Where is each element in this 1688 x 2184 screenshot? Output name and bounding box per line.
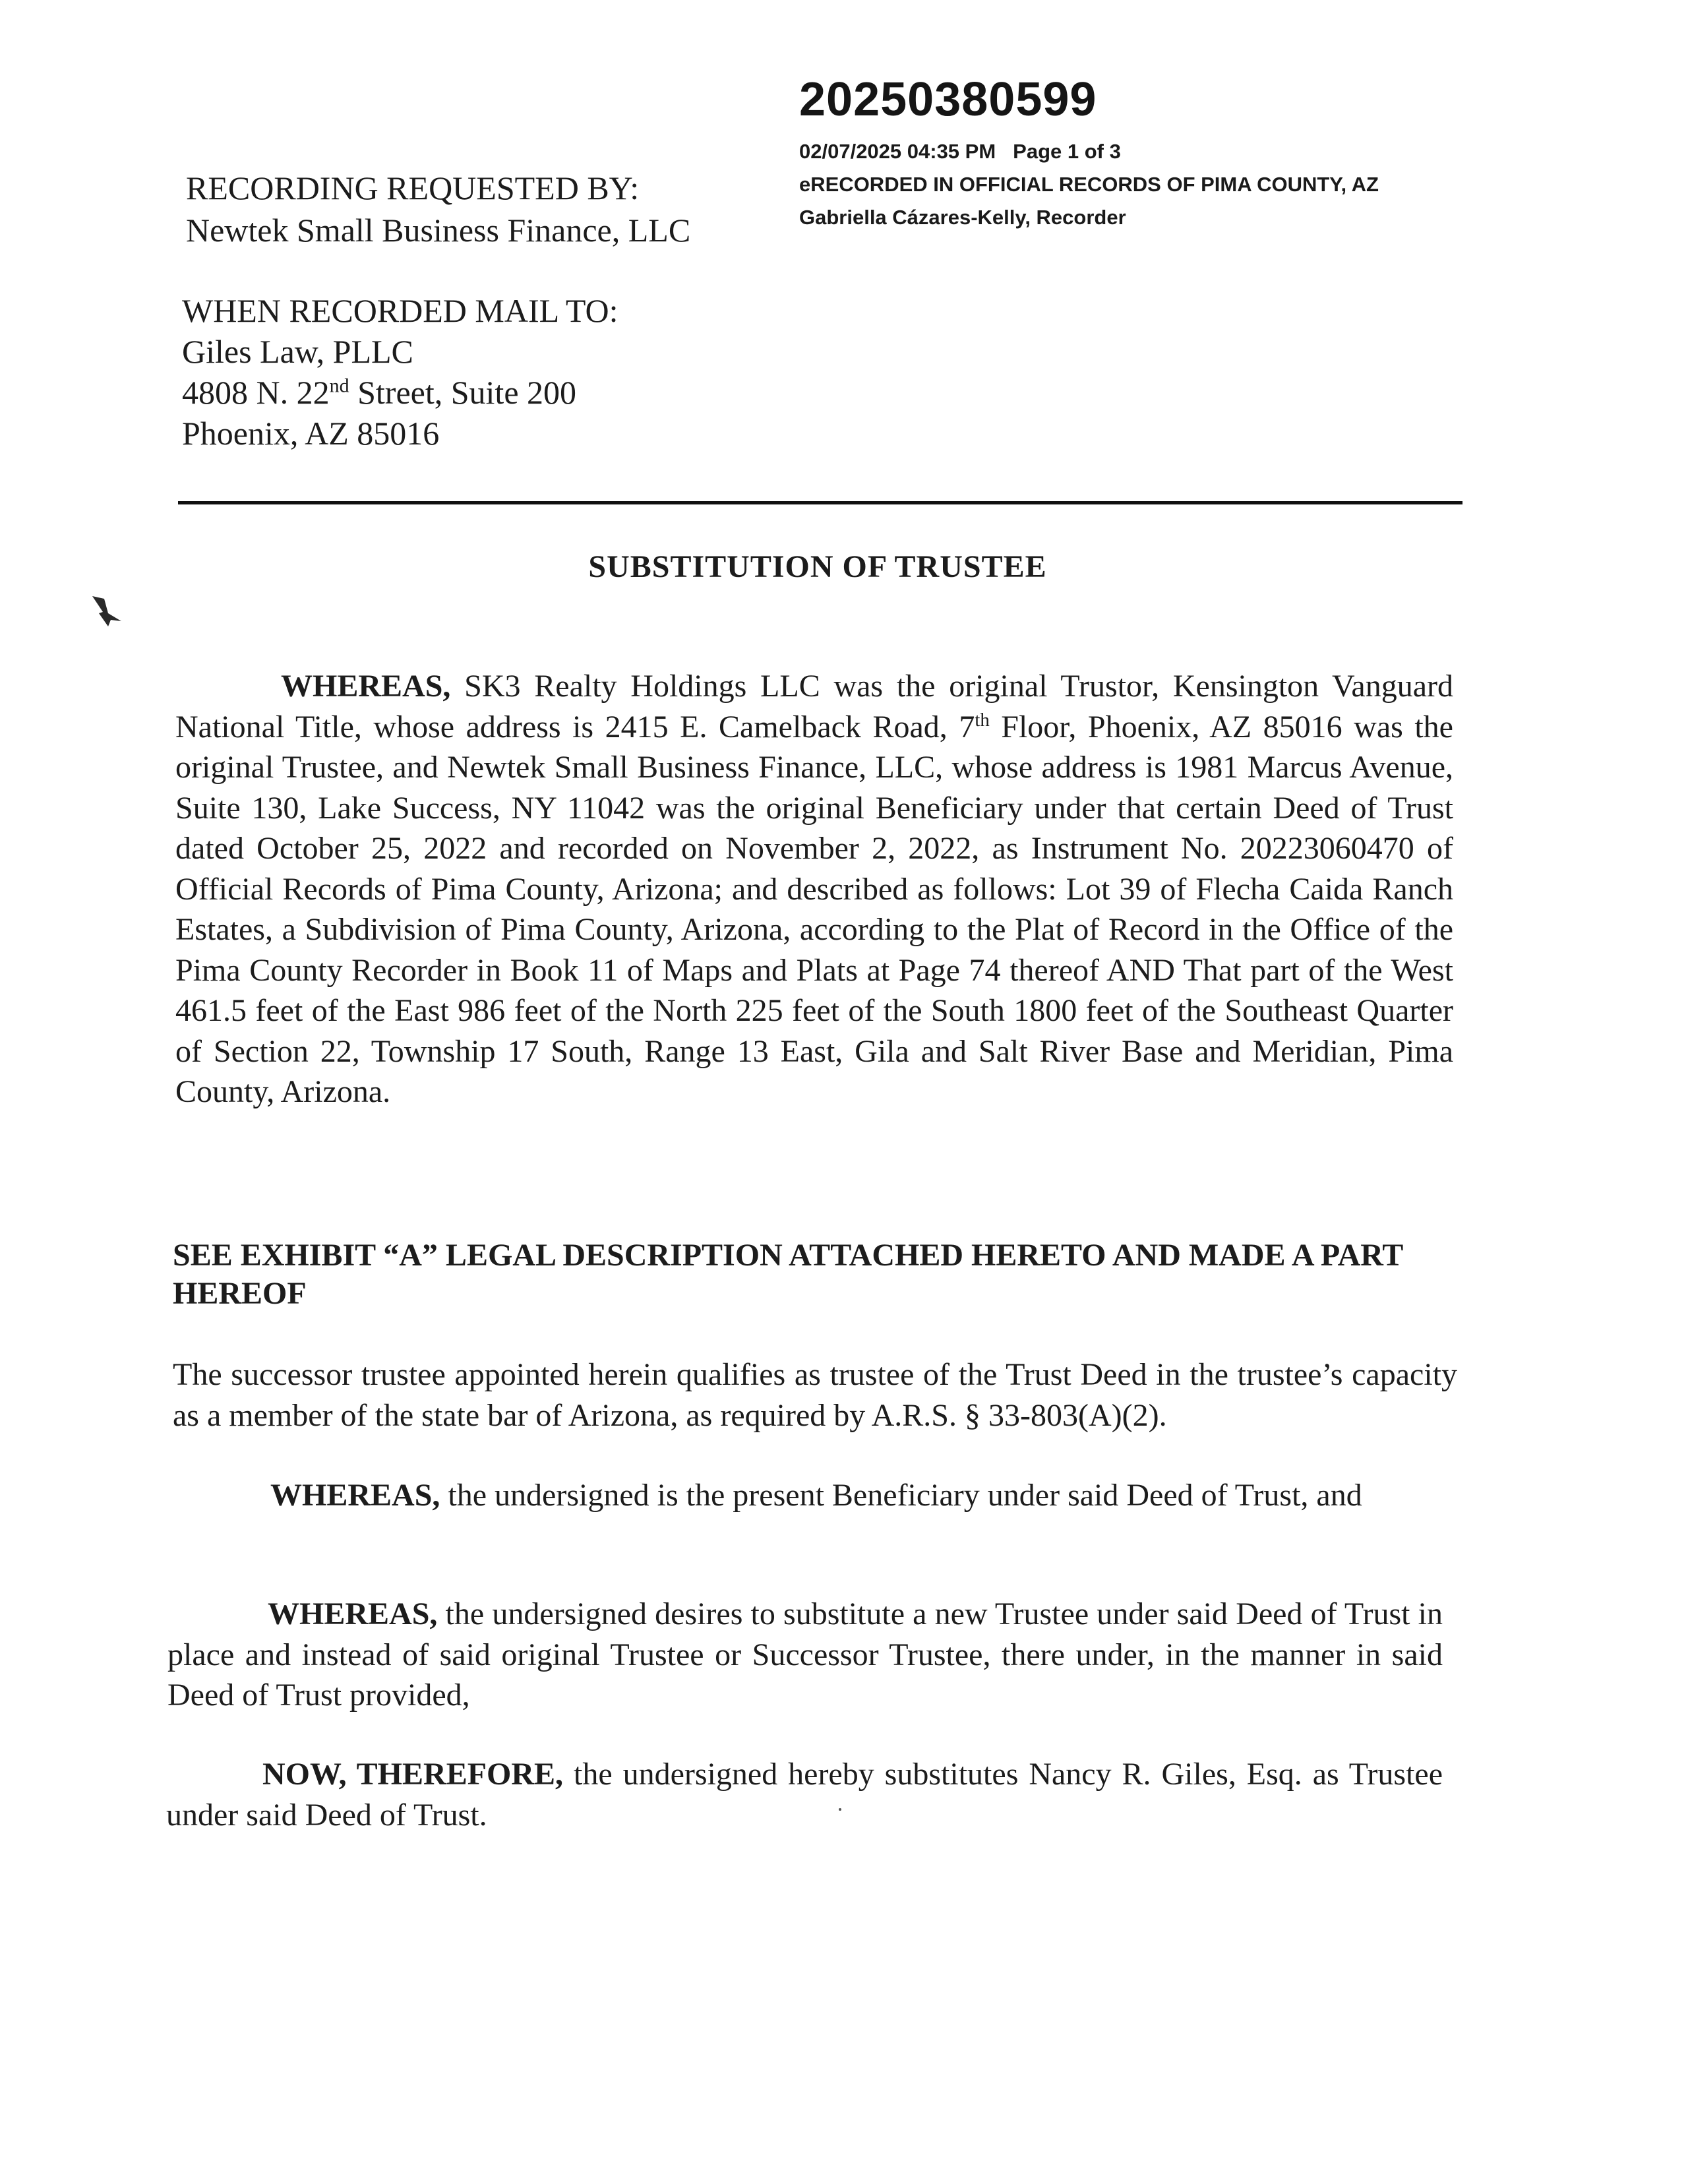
mail-to-street-number: 4808 N. 22: [182, 374, 330, 411]
whereas-substitute-paragraph: [167, 1594, 1443, 1716]
whereas-beneficiary-paragraph: [169, 1475, 1444, 1516]
exhibit-heading: SEE EXHIBIT “A” LEGAL DESCRIPTION ATTACHED HERETO AND MADE A PART HEREOF: [173, 1238, 1403, 1311]
paragraph-text-part1: SK3 Realty Holdings LLC was the original Trustor, Kensington Vanguard National Title, whose address is 2415 E. Camelback Road, 7: [175, 669, 1453, 744]
mail-to-name: Giles Law, PLLC: [182, 333, 413, 370]
mail-to-city: Phoenix, AZ 85016: [182, 415, 440, 452]
whereas-original-paragraph: [175, 666, 1453, 1112]
now-therefore-paragraph: [166, 1754, 1443, 1835]
recorder-name: Gabriella Cázares-Kelly, Recorder: [799, 206, 1126, 229]
official-records-line: eRECORDED IN OFFICIAL RECORDS OF PIMA COUNTY, AZ: [799, 173, 1379, 196]
paragraph-text-part2: Floor, Phoenix, AZ 85016 was the original Trustee, and Newtek Small Business Finance, LLC, whose address is 1981 Marcus Avenue, Suite 130, Lake Success, NY 11042 was the original Beneficiary under that certain Deed of Trust dated October 25, 2022 and recorded on November 2, 2022, as Instrument No. 20223060470 of Official Records of Pima County, Arizona; and described as follows: Lot 39 of Flecha Caida Ranch Estates, a Subdivision of Pima County, Arizona, according to the Plat of Record in the Office of the Pima County Recorder in Book 11 of Maps and Plats at Page 74 thereof AND That part of the West 461.5 feet of the East 986 feet of the North 225 feet of the South 1800 feet of the Southeast Quarter of Section 22, Township 17 South, Range 13 East, Gila and Salt River Base and Meridian, Pima County, Arizona.: [175, 709, 1453, 1109]
paragraph-text: the undersigned desires to substitute a new Trustee under said Deed of Trust in place and instead of said original Trustee or Successor Trustee, there under, in the manner in said Deed of Trust provided,: [167, 1596, 1443, 1713]
recording-requested-label: RECORDING REQUESTED BY:: [186, 169, 640, 206]
mail-to-street: [182, 372, 576, 413]
recording-datetime: 02/07/2025 04:35 PM: [799, 140, 996, 163]
whereas-keyword: WHEREAS,: [270, 1478, 440, 1513]
mail-to-street-ordinal: nd: [329, 375, 349, 397]
floor-ordinal: th: [975, 709, 990, 731]
header-divider: [178, 501, 1462, 504]
margin-arrow-icon: [88, 593, 125, 630]
paragraph-text: the undersigned hereby substitutes Nancy R. Giles, Esq. as Trustee under said Deed of Trust.: [166, 1757, 1443, 1833]
instrument-number: 20250380599: [799, 73, 1097, 126]
whereas-keyword: WHEREAS,: [268, 1596, 438, 1631]
recording-datetime-line: [799, 140, 1121, 164]
whereas-keyword: WHEREAS,: [281, 669, 451, 704]
mail-to-label: WHEN RECORDED MAIL TO:: [182, 292, 618, 329]
scan-speck: [839, 1808, 841, 1811]
page-indicator: Page 1 of 3: [1013, 140, 1121, 163]
now-therefore-keyword: NOW, THEREFORE,: [262, 1757, 564, 1792]
recording-requested-name: Newtek Small Business Finance, LLC: [186, 212, 691, 249]
successor-trustee-paragraph: The successor trustee appointed herein qualifies as trustee of the Trust Deed in the trustee’s capacity as a member of the state bar of Arizona, as required by A.R.S. § 33-803(A)(2).: [173, 1357, 1457, 1433]
paragraph-text: the undersigned is the present Beneficiary under said Deed of Trust, and: [440, 1478, 1362, 1513]
document-title: SUBSTITUTION OF TRUSTEE: [588, 549, 1047, 584]
mail-to-street-rest: Street, Suite 200: [349, 374, 577, 411]
